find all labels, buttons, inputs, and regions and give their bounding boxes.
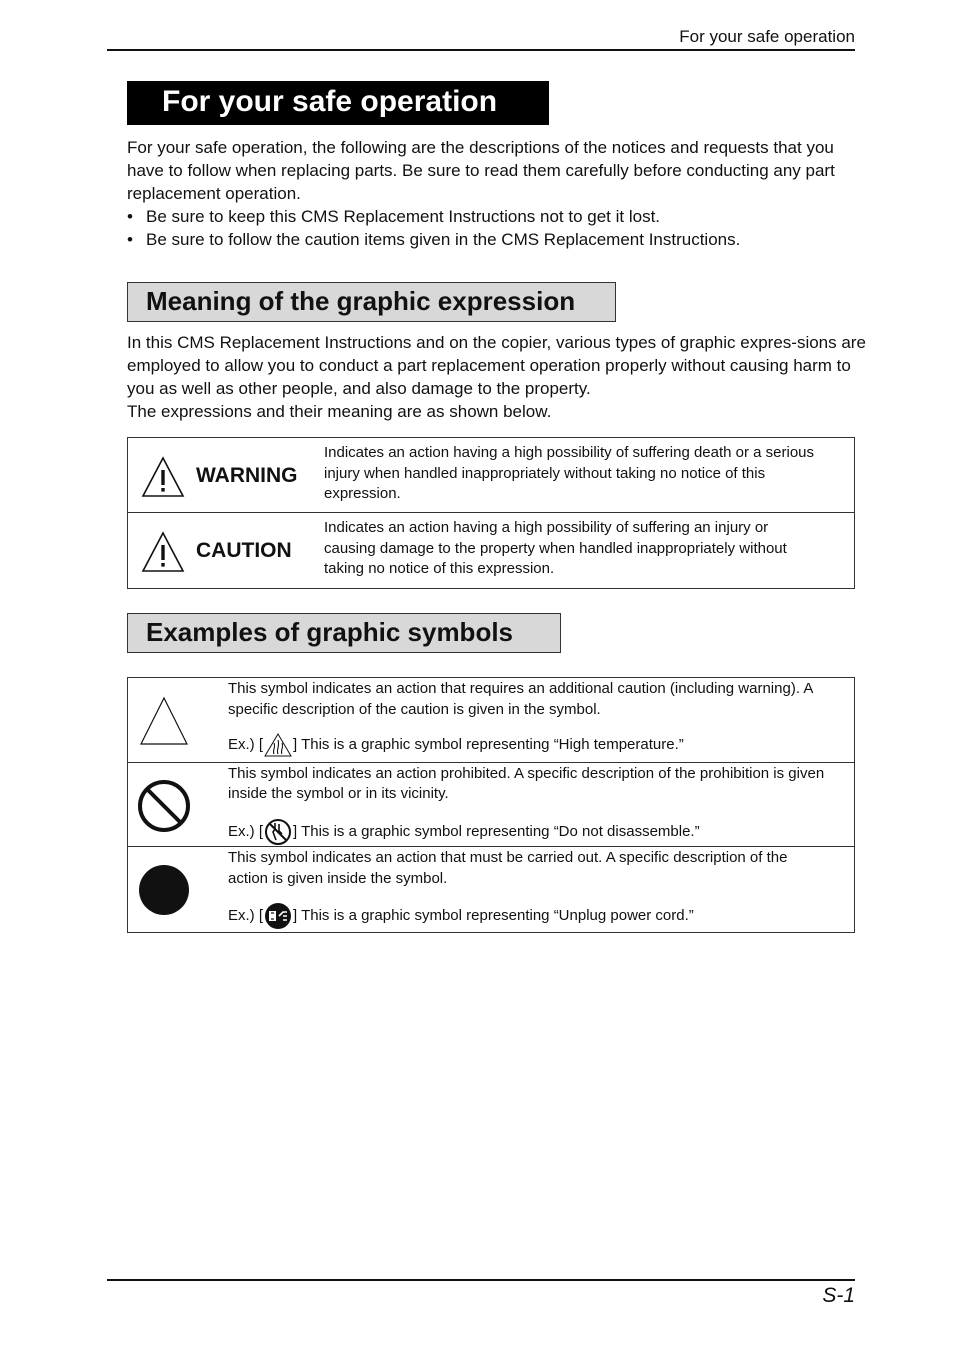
prohibition-circle-icon bbox=[138, 779, 192, 833]
intro-bullet: • Be sure to follow the caution items given in the CMS Replacement Instructions. bbox=[127, 228, 867, 251]
intro-section bbox=[127, 136, 867, 251]
symbol-example: Ex.) [ ] This is a graphic symbol representing “Unplug power cord.” bbox=[228, 902, 828, 930]
symbol-description: This symbol indicates an action that must be carried out. A specific description of the action is given inside the symbol. bbox=[228, 849, 788, 887]
unplug-power-cord-icon bbox=[264, 902, 292, 930]
caution-description: Indicates an action having a high possibility of suffering an injury or causing damage to the property when handled inappropriately without taking no notice of this expression. bbox=[324, 519, 787, 577]
meaning-paragraph-2: The expressions and their meaning are as shown below. bbox=[127, 402, 552, 421]
meaning-heading: Meaning of the graphic expression bbox=[127, 282, 616, 322]
hazard-row-caution bbox=[128, 513, 854, 588]
high-temperature-icon bbox=[264, 733, 292, 757]
symbol-description: This symbol indicates an action prohibited. A specific description of the prohibition is given inside the symbol or in its vicinity. bbox=[228, 764, 825, 802]
symbols-table bbox=[127, 677, 855, 933]
symbol-description: This symbol indicates an action that requires an additional caution (including warning). A specific description of the caution is given in the symbol. bbox=[228, 680, 813, 718]
meaning-section bbox=[127, 331, 867, 423]
footer-rule bbox=[107, 1279, 855, 1281]
running-header: For your safe operation bbox=[679, 27, 855, 46]
caution-triangle-icon bbox=[141, 531, 185, 573]
symbol-row-prohibition bbox=[128, 763, 854, 848]
do-not-disassemble-icon bbox=[264, 818, 292, 846]
warning-triangle-icon bbox=[141, 456, 185, 498]
caution-triangle-outline-icon bbox=[138, 694, 190, 746]
intro-bullet-list bbox=[127, 205, 867, 251]
warning-label: WARNING bbox=[196, 464, 298, 487]
examples-heading: Examples of graphic symbols bbox=[127, 613, 561, 653]
symbol-example: Ex.) [ ] This is a graphic symbol representing “High temperature.” bbox=[228, 733, 828, 757]
caution-label: CAUTION bbox=[196, 539, 292, 562]
hazard-table bbox=[127, 437, 855, 589]
intro-paragraph: For your safe operation, the following are the descriptions of the notices and requests that you have to follow when replacing parts. Be sure to read them carefully before conducting any part replacement operation. bbox=[127, 138, 835, 203]
header-rule bbox=[107, 49, 855, 51]
symbol-example: Ex.) [ ] This is a graphic symbol representing “Do not disassemble.” bbox=[228, 818, 828, 846]
page-title: For your safe operation bbox=[127, 81, 549, 125]
hazard-row-warning bbox=[128, 438, 854, 513]
mandatory-filled-circle-icon bbox=[138, 863, 192, 917]
symbol-row-mandatory bbox=[128, 847, 854, 932]
warning-description: Indicates an action having a high possibility of suffering death or a serious injury when handled inappropriately without taking no notice of this expression. bbox=[324, 444, 815, 502]
intro-bullet: • Be sure to keep this CMS Replacement Instructions not to get it lost. bbox=[127, 205, 867, 228]
page-number: S-1 bbox=[822, 1284, 855, 1307]
symbol-row-caution bbox=[128, 678, 854, 763]
meaning-paragraph: In this CMS Replacement Instructions and on the copier, various types of graphic expres-sions are employed to allow you to conduct a part replacement operation properly without causing harm to you as well as other people, and also damage to the property. bbox=[127, 333, 866, 398]
